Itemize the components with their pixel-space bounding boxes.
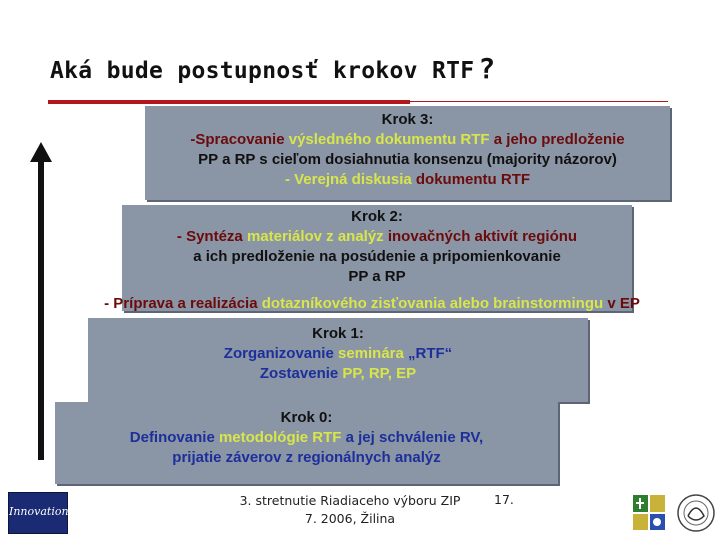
step-3-line-1: -Spracovanie výsledného dokumentu RTF a jeho predloženie: [190, 131, 625, 148]
footer-line-1: 3. stretnutie Riadiaceho výboru ZIP: [239, 493, 461, 508]
footer-line-2: 7. 2006, Žilina: [304, 511, 396, 526]
step-2-line-3: PP a RP: [348, 268, 406, 285]
step-3-line-2: PP a RP s cieľom dosiahnutia konsenzu (majority názorov): [198, 151, 617, 168]
step-0-line-1: Definovanie metodológie RTF a jej schválenie RV,: [129, 429, 484, 446]
step-1-line-1: Zorganizovanie seminára „RTF“: [223, 345, 453, 362]
step-1-box: [88, 318, 588, 402]
step-3-heading: Krok 3:: [381, 111, 434, 128]
step-2-heading: Krok 2:: [351, 208, 403, 225]
coat-of-arms-icon: [632, 494, 666, 532]
page-number: 17.: [494, 492, 514, 507]
title-underline: [48, 100, 410, 104]
page-title: [50, 52, 496, 85]
step-0-box: [55, 402, 558, 484]
step-0-heading: Krok 0:: [280, 409, 333, 426]
title-underline-thin: [410, 101, 668, 102]
title-question-mark: ?: [478, 52, 496, 85]
step-3-line-3: - Verejná diskusia dokumentu RTF: [284, 171, 531, 188]
title-text: Aká bude postupnosť krokov RTF: [50, 58, 475, 84]
seal-icon: [676, 492, 716, 534]
step-0-line-2: prijatie záverov z regionálnych analýz: [172, 449, 441, 466]
step-1-heading: Krok 1:: [312, 325, 364, 342]
step-2-line-1: - Syntéza materiálov z analýz inovačných aktivít regiónu: [176, 228, 578, 245]
step-3-box: [145, 106, 670, 200]
arrow-up-icon: [30, 142, 52, 162]
step-2-line-4: - Príprava a realizácia dotazníkového zisťovania alebo brainstormingu v EP: [104, 295, 640, 312]
step-2-line-2: a ich predloženie na posúdenie a pripomienkovanie: [193, 248, 561, 265]
step-1-line-2: Zostavenie PP, RP, EP: [259, 365, 417, 382]
innovation-logo: [8, 492, 68, 534]
footer-text: [210, 492, 490, 528]
logo-text: Innovation: [9, 505, 69, 518]
